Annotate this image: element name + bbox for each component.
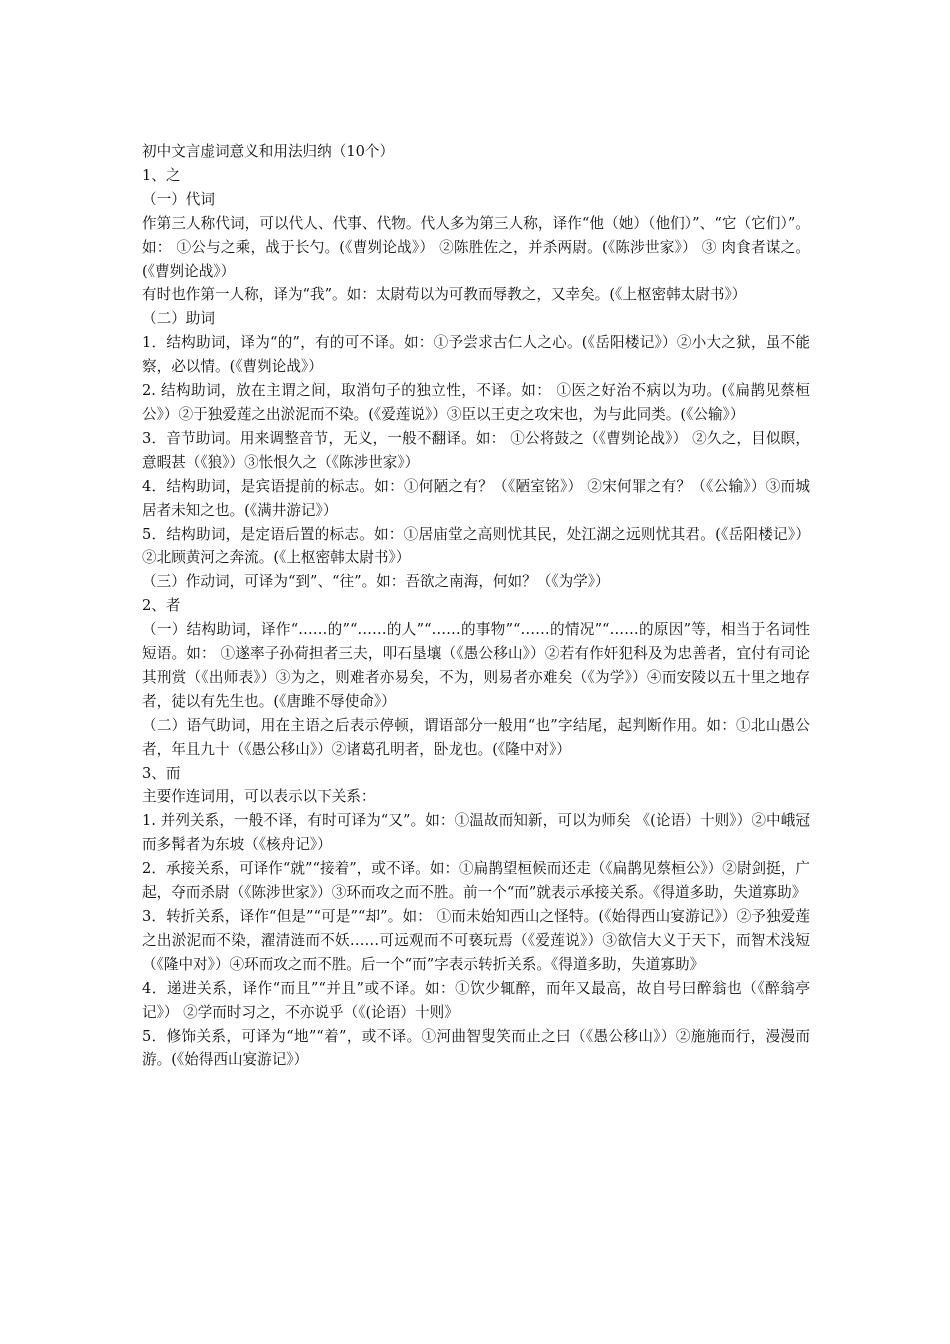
paragraph: 3．转折关系，译作“但是”“可是”“却”。如： ①而未始知西山之怪特。(《始得西山宴游记》）②予独爱莲之出淤泥而不染，濯清涟而不妖……可远观而不可亵玩焉（《爱莲说》）③欲信大义于天下，而智术浅短（《隆中对》）④环而攻之而不胜。后一个“而”字表示转折关系。《得道多助，失道寡助》	[142, 908, 810, 973]
paragraph: 作第三人称代词，可以代人、代事、代物。代人多为第三人称，译作“他（她）（他们）”、“它（它们）”。如： ①公与之乘，战于长勺。(《曹刿论战》） ②陈胜佐之，并杀两尉。(《陈涉世家》） ③ 肉食者谋之。(《曹刿论战》）	[142, 214, 810, 280]
paragraph: 2、者	[142, 597, 181, 615]
paragraph: 1. 并列关系，一般不译，有时可译为“又”。如：①温故而知新，可以为师矣 《(论语）十则》）②中峨冠而多髯者为东坡（《核舟记》）	[142, 812, 810, 854]
paragraph: （二）助词	[142, 310, 215, 328]
paragraph: 3、而	[142, 764, 181, 782]
paragraph: 有时也作第一人称，译为“我”。如：太尉苟以为可教而辱教之，又幸矣。(《上枢密韩太尉书》）	[142, 286, 747, 304]
paragraph: 1、之	[142, 166, 181, 184]
document-page	[142, 140, 815, 1072]
paragraph: 主要作连词用，可以表示以下关系：	[142, 788, 376, 806]
paragraph: 4．结构助词，是宾语提前的标志。如：①何陋之有？（《陋室铭》） ②宋何罪之有？（《公输》）③而城居者未知之也。(《满井游记》）	[142, 477, 810, 519]
paragraph: （三）作动词，可译为“到”、“往”。如：吾欲之南海，何如？（《为学》）	[142, 573, 610, 591]
paragraph: （一）结构助词，译作“……的”“……的人”“……的事物”“……的情况”“……的原因”等，相当于名词性短语。如： ①遂率子孙荷担者三夫，叩石垦壤（《愚公移山》）②若有作奸犯科及为忠善者，宜付有司论其刑赏（《出师表》）③为之，则难者亦易矣，不为，则易者亦难矣（《为学》）④而安陵以五十里之地存者，徒以有先生也。(《唐雎不辱使命》）	[142, 621, 810, 710]
paragraph: 4．递进关系，译作“而且”“并且”或不译。如：①饮少辄醉，而年又最高，故自号曰醉翁也（《醉翁亭记》） ②学而时习之，不亦说乎（《(论语）十则》	[142, 979, 810, 1021]
paragraph: 2. 结构助词，放在主谓之间，取消句子的独立性，不译。如： ①医之好治不病以为功。(《扁鹊见蔡桓公》）②于独爱莲之出淤泥而不染。(《爱莲说》）③臣以王吏之攻宋也，为与此同类。(《公输》）	[142, 382, 810, 423]
paragraph: （二）语气助词，用在主语之后表示停顿，谓语部分一般用“也”字结尾，起判断作用。如：①北山愚公者，年且九十（《愚公移山》）②诸葛孔明者，卧龙也。(《隆中对》）	[142, 716, 810, 758]
paragraph: 3．音节助词。用来调整音节，无义，一般不翻译。如： ①公将鼓之（《曹刿论战》） ②久之，目似瞑，意暇甚（《狼》）③怅恨久之（《陈涉世家》）	[142, 429, 810, 471]
paragraph: 5．结构助词，是定语后置的标志。如：①居庙堂之高则忧其民，处江湖之远则忧其君。(《岳阳楼记》） ②北顾黄河之奔流。(《上枢密韩太尉书》）	[142, 525, 815, 567]
paragraph: （一）代词	[142, 190, 215, 208]
paragraph: 2．承接关系，可译作“就”“接着”，或不译。如：①扁鹊望桓候而还走（《扁鹊见蔡桓公》）②尉剑挺，广起，夺而杀尉（《陈涉世家》）③环而攻之而不胜。前一个“而”就表示承接关系。《得道多助，失道寡助》	[142, 860, 810, 902]
paragraph: 1．结构助词，译为“的”，有的可不译。如：①予尝求古仁人之心。(《岳阳楼记》）②小大之狱，虽不能察，必以情。(《曹刿论战》）	[142, 334, 810, 376]
document-title: 初中文言虚词意义和用法归纳（10个）	[142, 143, 395, 160]
paragraph: 5．修饰关系，可译为“地”“着”，或不译。①河曲智叟笑而止之曰（《愚公移山》）②施施而行，漫漫而游。(《始得西山宴游记》）	[142, 1027, 810, 1069]
